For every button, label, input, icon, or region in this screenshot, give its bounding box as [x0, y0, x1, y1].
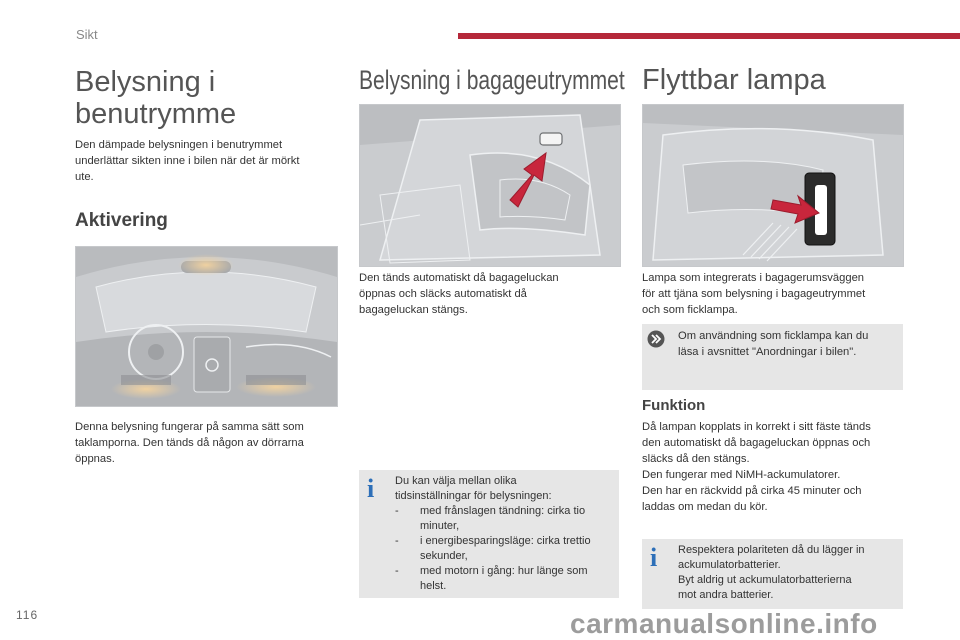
- col1-title-line2: benutrymme: [75, 98, 237, 130]
- page-number: 116: [16, 608, 39, 622]
- text-line: Respektera polariteten då du lägger in: [678, 544, 865, 556]
- dashboard-illustration: [76, 247, 337, 406]
- list-dash: -: [395, 565, 399, 577]
- col3-reference-box: [642, 324, 903, 390]
- col1-subheading: Aktivering: [75, 210, 168, 231]
- list-item-text: [420, 534, 591, 564]
- col3-function-text: [642, 419, 907, 515]
- text-line: helst.: [420, 580, 447, 592]
- info-icon: i: [650, 543, 658, 572]
- text-line: ackumulatorbatterier.: [678, 559, 781, 571]
- text-line: Denna belysning fungerar på samma sätt som: [75, 421, 304, 433]
- list-item: [395, 534, 615, 564]
- text-line: med motorn i gång: hur länge som: [420, 565, 588, 577]
- text-line: ute.: [75, 171, 94, 183]
- text-line: den automatiskt då bagageluckan öppnas och: [642, 437, 871, 449]
- text-line: Den dämpade belysningen i benutrymmet: [75, 139, 283, 151]
- list-dash: -: [395, 535, 399, 547]
- text-line: bagageluckan stängs.: [359, 304, 468, 316]
- col2-info-box: [359, 470, 619, 598]
- watermark: carmanualsonline.info: [570, 608, 878, 639]
- text-line: Om användning som ficklampa kan du: [678, 330, 869, 342]
- col3-body: [642, 270, 904, 318]
- text-line: Du kan välja mellan olika: [395, 475, 517, 487]
- text-line: tidsinställningar för belysningen:: [395, 490, 552, 502]
- col3-subheading: Funktion: [642, 397, 706, 414]
- text-line: Då lampan kopplats in korrekt i sitt fäste tänds: [642, 421, 871, 433]
- trunk-wall-illustration: [643, 105, 903, 266]
- text-line: släcks då den stängs.: [642, 453, 750, 465]
- trunk-lighting-illustration: [359, 104, 621, 267]
- text-line: taklamporna. Den tänds då någon av dörrarna: [75, 437, 304, 449]
- col1-title: [75, 66, 236, 130]
- portable-lamp-illustration: [642, 104, 904, 267]
- text-line: öppnas och släcks automatiskt då: [359, 288, 527, 300]
- text-line: öppnas.: [75, 453, 115, 465]
- col1-intro: [75, 137, 335, 185]
- text-line: sekunder,: [420, 550, 468, 562]
- text-line: Den tänds automatiskt då bagageluckan: [359, 272, 559, 284]
- text-line: Den fungerar med NiMH-ackumulatorer.: [642, 469, 841, 481]
- col1-title-line1: Belysning i: [75, 66, 216, 98]
- text-line: underlättar sikten inne i bilen när det är mörkt: [75, 155, 300, 167]
- list-item: [395, 504, 615, 534]
- text-line: Den har en räckvidd på cirka 45 minuter och: [642, 485, 862, 497]
- cabin-lighting-illustration: [75, 246, 338, 407]
- text-line: läsa i avsnittet "Anordningar i bilen".: [678, 346, 857, 358]
- col3-reference-text: [678, 328, 898, 360]
- text-line: med frånslagen tändning: cirka tio: [420, 505, 586, 517]
- list-item-text: [420, 504, 585, 534]
- trunk-illustration: [360, 105, 620, 266]
- col3-info-text: [678, 543, 898, 603]
- text-line: och som ficklampa.: [642, 304, 738, 316]
- col1-body: [75, 419, 337, 467]
- info-icon: i: [367, 474, 375, 503]
- col3-title: Flyttbar lampa: [642, 64, 826, 96]
- col2-body: [359, 270, 619, 318]
- col2-info-text: [395, 474, 615, 594]
- text-line: Byt aldrig ut ackumulatorbatterierna: [678, 574, 852, 586]
- text-line: mot andra batterier.: [678, 589, 774, 601]
- text-line: Lampa som integrerats i bagagerumsväggen: [642, 272, 865, 284]
- text-line: minuter,: [420, 520, 460, 532]
- col3-info-box: [642, 539, 903, 609]
- list-dash: -: [395, 505, 399, 517]
- double-chevron-icon: [647, 330, 665, 348]
- text-line: i energibesparingsläge: cirka trettio: [420, 535, 591, 547]
- text-line: laddas om medan du kör.: [642, 501, 768, 513]
- header-accent-bar: [458, 33, 960, 39]
- col2-title: Belysning i bagageutrymmet: [359, 65, 625, 95]
- list-item: [395, 564, 615, 594]
- list-item-text: [420, 564, 588, 594]
- text-line: för att tjäna som belysning i bagageutrymmet: [642, 288, 866, 300]
- section-label: Sikt: [76, 27, 98, 42]
